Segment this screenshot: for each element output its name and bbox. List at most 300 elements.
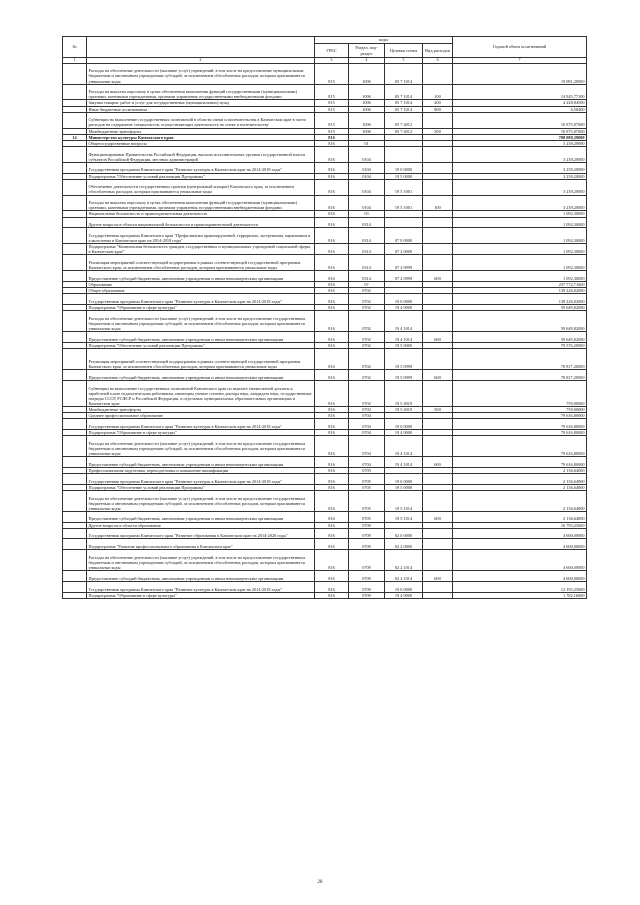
row-section: 0704	[349, 457, 385, 468]
row-target: 19 0 0000	[385, 162, 423, 173]
row-vid	[423, 490, 453, 511]
table-row	[63, 490, 587, 511]
row-section: 0704	[349, 419, 385, 430]
row-grbs: 816	[315, 349, 349, 370]
row-vid: 100	[423, 84, 453, 100]
row-section: 1006	[349, 128, 385, 134]
row-grbs: 816	[315, 457, 349, 468]
row-name: Субвенции на выполнение государственных полномочий Камчатского края по выплате ежемесячной доплаты к заработной плате педагогическим работникам, имеющим ученые степени доктора наук, кандидата наук, государственные награды СССР, РСФСР и Российской Федерации, в отдельных муниципальных образовательных организациях в Камчатском крае	[87, 380, 315, 406]
row-number	[63, 528, 87, 539]
row-section: 0705	[349, 467, 385, 473]
row-amount: 10 875,07000	[453, 128, 587, 134]
row-vid	[423, 582, 453, 593]
row-number	[63, 162, 87, 173]
row-name: Среднее профессиональное образование	[87, 413, 315, 419]
row-name: Профессиональная подготовка, переподготовка и повышение квалификации	[87, 467, 315, 473]
row-section: 0705	[349, 511, 385, 522]
row-number	[63, 511, 87, 522]
row-target: 05 7 1014	[385, 63, 423, 84]
row-name: Государственная программа Камчатского края "Развитие культуры в Камчатском крае на 2014-2018 годы"	[87, 582, 315, 593]
row-target	[385, 217, 423, 228]
row-vid: 100	[423, 195, 453, 211]
row-name: Предоставление субсидий бюджетным, автономным учреждениям и иным некоммерческим организациям	[87, 332, 315, 343]
table-row	[63, 436, 587, 457]
row-section: 0314	[349, 228, 385, 244]
row-number	[63, 473, 87, 484]
row-target: 07 2 0000	[385, 244, 423, 255]
col-number: 5	[385, 58, 423, 64]
row-vid	[423, 528, 453, 539]
row-amount: 1 092,30000	[453, 255, 587, 271]
row-number	[63, 457, 87, 468]
row-vid	[423, 244, 453, 255]
row-grbs: 816	[315, 528, 349, 539]
row-amount: 12 193,25600	[453, 582, 587, 593]
header-num: №	[63, 37, 87, 58]
row-vid	[423, 473, 453, 484]
table-row	[63, 528, 587, 539]
row-name: Государственная программа Камчатского края "Развитие образования в Камчатском крае на 2014-2020 годы"	[87, 528, 315, 539]
row-section: 0709	[349, 528, 385, 539]
col-number: 2	[87, 58, 315, 64]
row-vid	[423, 419, 453, 430]
row-number	[63, 271, 87, 282]
row-vid	[423, 349, 453, 370]
row-amount: 3 239,20000	[453, 173, 587, 179]
row-amount: 237 772,71600	[453, 282, 587, 288]
row-amount: 1 782,16000	[453, 592, 587, 598]
row-section: 0702	[349, 332, 385, 343]
row-grbs: 816	[315, 217, 349, 228]
row-grbs: 816	[315, 571, 349, 582]
row-target: 02 2 1014	[385, 571, 423, 582]
row-amount: 1 092,30000	[453, 211, 587, 217]
row-target: 05 7 1014	[385, 106, 423, 112]
row-name: Государственная программа Камчатского края "Развитие культуры в Камчатском крае на 2014-2018 годы"	[87, 473, 315, 484]
row-number	[63, 228, 87, 244]
table-row	[63, 582, 587, 593]
row-grbs: 815	[315, 128, 349, 134]
row-name: Межбюджетные трансферты	[87, 406, 315, 412]
row-number	[63, 217, 87, 228]
row-grbs: 816	[315, 311, 349, 332]
row-grbs: 816	[315, 211, 349, 217]
table-row	[63, 311, 587, 332]
row-number	[63, 84, 87, 100]
row-section: 0314	[349, 244, 385, 255]
row-section: 0104	[349, 162, 385, 173]
row-amount: 59 649,82000	[453, 332, 587, 343]
row-target: 07 2 0999	[385, 255, 423, 271]
row-name: Подпрограмма "Обеспечение условий реализации Программы"	[87, 484, 315, 490]
row-name: Расходы на обеспечение деятельности (оказание услуг) учреждений, в том числе на предоставление государственным бюджетным и автономным учреждениям субсидий, за исключением обособленных расходов, которым присваиваются уникальные коды	[87, 490, 315, 511]
row-number	[63, 244, 87, 255]
row-vid: 500	[423, 406, 453, 412]
row-section: 0702	[349, 370, 385, 381]
document-page	[62, 36, 586, 599]
row-section: 0104	[349, 173, 385, 179]
table-row	[63, 571, 587, 582]
row-name: Общее образование	[87, 288, 315, 294]
row-name: Реализация мероприятий соответствующей подпрограммы в рамках соответствующей государственной программы Камчатского края, за исключением обособленных расходов, которым присваиваются уникальные коды	[87, 349, 315, 370]
row-section: 1006	[349, 63, 385, 84]
row-section: 0709	[349, 522, 385, 528]
row-section: 0104	[349, 179, 385, 195]
row-amount: 79 616,80000	[453, 457, 587, 468]
row-name: Другие вопросы в области национальной безопасности и правоохранительной деятельности	[87, 217, 315, 228]
row-target: 05 7 4012	[385, 128, 423, 134]
table-row	[63, 511, 587, 522]
row-amount: 1 092,30000	[453, 244, 587, 255]
row-section: 0705	[349, 484, 385, 490]
row-section: 0314	[349, 255, 385, 271]
row-vid	[423, 592, 453, 598]
row-target: 02 2 1014	[385, 550, 423, 571]
row-number	[63, 436, 87, 457]
row-number	[63, 63, 87, 84]
header-codes: коды	[315, 37, 453, 44]
row-target: 19 0 0000	[385, 473, 423, 484]
table-row	[63, 550, 587, 571]
row-section: 0709	[349, 582, 385, 593]
header-grbs: ГРБС	[315, 44, 349, 58]
row-amount: 1 092,30000	[453, 217, 587, 228]
row-name: Предоставление субсидий бюджетным, автономным учреждениям и иным некоммерческим организациям	[87, 271, 315, 282]
row-number: 14	[63, 134, 87, 140]
row-vid: 200	[423, 100, 453, 106]
row-grbs: 816	[315, 511, 349, 522]
row-number	[63, 592, 87, 598]
header-amount: Годовой объем ассигнований	[453, 37, 587, 58]
row-vid	[423, 146, 453, 162]
row-section: 1006	[349, 106, 385, 112]
row-grbs: 815	[315, 63, 349, 84]
row-target: 19 5 4019	[385, 406, 423, 412]
row-vid	[423, 380, 453, 406]
row-name: Образование	[87, 282, 315, 288]
row-name: Предоставление субсидий бюджетным, автономным учреждениям и иным некоммерческим организациям	[87, 511, 315, 522]
row-amount: 1 092,30000	[453, 271, 587, 282]
row-amount: 4 600,00000	[453, 571, 587, 582]
row-target: 19 0 0000	[385, 419, 423, 430]
row-name: Общегосударственные вопросы	[87, 140, 315, 146]
row-grbs: 816	[315, 342, 349, 348]
table-row	[63, 162, 587, 173]
row-target: 19 5 1014	[385, 490, 423, 511]
table-row	[63, 419, 587, 430]
row-amount: 78 817,20000	[453, 370, 587, 381]
row-name: Предоставление субсидий бюджетным, автономным учреждениям и иным некоммерческим организациям	[87, 571, 315, 582]
row-section: 0705	[349, 473, 385, 484]
row-amount: 139 226,02000	[453, 288, 587, 294]
row-number	[63, 112, 87, 128]
row-grbs: 816	[315, 305, 349, 311]
row-section: 0709	[349, 550, 385, 571]
table-row	[63, 349, 587, 370]
row-grbs: 816	[315, 162, 349, 173]
row-vid: 600	[423, 571, 453, 582]
row-section: 0709	[349, 539, 385, 550]
table-row	[63, 179, 587, 195]
row-grbs: 815	[315, 84, 349, 100]
row-amount: 10 875,07000	[453, 112, 587, 128]
table-row	[63, 255, 587, 271]
row-grbs: 816	[315, 173, 349, 179]
row-name: Функционирование Правительства Российской Федерации, высших исполнительных органов государственной власти субъектов Российской Федерации, местных администраций	[87, 146, 315, 162]
row-section: 0702	[349, 342, 385, 348]
row-number	[63, 332, 87, 343]
table-row	[63, 473, 587, 484]
table-row	[63, 332, 587, 343]
table-row	[63, 112, 587, 128]
row-number	[63, 550, 87, 571]
row-section: 0704	[349, 429, 385, 435]
row-target: 19 4 0000	[385, 592, 423, 598]
row-number	[63, 539, 87, 550]
row-amount: 2 136,64000	[453, 467, 587, 473]
row-target: 05 7 1014	[385, 100, 423, 106]
row-section: 03	[349, 211, 385, 217]
row-vid: 600	[423, 370, 453, 381]
row-target: 02 0 0000	[385, 528, 423, 539]
row-target: 19 4 0000	[385, 305, 423, 311]
row-section: 0702	[349, 311, 385, 332]
table-row	[63, 146, 587, 162]
row-amount: 708 080,39000	[453, 134, 587, 140]
row-name: Государственная программа Камчатского края "Развитие культуры в Камчатском крае на 2014-2018 годы"	[87, 419, 315, 430]
row-name: Государственная программа Камчатского края "Профилактика правонарушений, терроризма, экстремизма, наркомании и алкоголизма в Камчатском крае на 2014-2018 годы"	[87, 228, 315, 244]
row-amount: 79 616,80000	[453, 429, 587, 435]
row-amount: 1 092,30000	[453, 228, 587, 244]
row-grbs: 816	[315, 406, 349, 412]
row-vid	[423, 294, 453, 305]
row-grbs: 816	[315, 436, 349, 457]
row-target: 19 5 4019	[385, 380, 423, 406]
row-amount: 14 845,77100	[453, 84, 587, 100]
row-name: Подпрограмма "Образование в сфере культуры"	[87, 305, 315, 311]
header-name	[87, 37, 315, 58]
row-name: Подпрограмма "Комплексная безопасность граждан, государственных и муниципальных учреждений социальной сферы в Камчатском крае"	[87, 244, 315, 255]
row-grbs: 816	[315, 370, 349, 381]
table-row	[63, 592, 587, 598]
row-vid	[423, 228, 453, 244]
row-number	[63, 146, 87, 162]
row-section: 0704	[349, 436, 385, 457]
row-name: Подпрограмма "Образование в сфере культуры"	[87, 429, 315, 435]
row-name: Предоставление субсидий бюджетным, автономным учреждениям и иным некоммерческим организациям	[87, 370, 315, 381]
row-target: 02 2 0000	[385, 539, 423, 550]
row-grbs: 816	[315, 134, 349, 140]
row-number	[63, 419, 87, 430]
row-amount: 2 136,64000	[453, 484, 587, 490]
row-name: Расходы на обеспечение деятельности (оказание услуг) учреждений, в том числе на предоставление муниципальным бюджетным и автономным учреждениям субсидий, за исключением обособленных расходов, которым присваиваются уникальные коды	[87, 63, 315, 84]
table-row	[63, 457, 587, 468]
row-section: 1006	[349, 84, 385, 100]
row-section: 0709	[349, 592, 385, 598]
row-amount: 78 817,20000	[453, 349, 587, 370]
table-row	[63, 539, 587, 550]
row-target: 19 5 0000	[385, 173, 423, 179]
row-grbs: 815	[315, 112, 349, 128]
row-vid	[423, 539, 453, 550]
row-amount: 59 649,82000	[453, 305, 587, 311]
row-number	[63, 294, 87, 305]
row-section: 1006	[349, 112, 385, 128]
row-vid: 800	[423, 106, 453, 112]
row-vid	[423, 112, 453, 128]
row-section: 0314	[349, 217, 385, 228]
row-number	[63, 255, 87, 271]
header-section: Раздел, под-раздел	[349, 44, 385, 58]
table-body	[63, 63, 587, 598]
row-amount: 3 239,20000	[453, 162, 587, 173]
row-name: Другие вопросы в области образования	[87, 522, 315, 528]
row-amount: 16 793,25600	[453, 522, 587, 528]
row-grbs: 816	[315, 380, 349, 406]
row-name: Подпрограмма "Образование в сфере культуры"	[87, 592, 315, 598]
row-target: 19 4 1014	[385, 457, 423, 468]
row-target: 19 5 0000	[385, 484, 423, 490]
row-target	[385, 146, 423, 162]
table-row	[63, 195, 587, 211]
row-amount: 3 239,20000	[453, 195, 587, 211]
row-name: Национальная безопасность и правоохранительная деятельность	[87, 211, 315, 217]
row-amount: 59 649,82000	[453, 311, 587, 332]
header-vid: Вид расходов	[423, 44, 453, 58]
row-amount: 6,58400	[453, 106, 587, 112]
row-vid	[423, 436, 453, 457]
row-grbs: 815	[315, 100, 349, 106]
row-section: 0314	[349, 271, 385, 282]
row-amount: 3 239,20000	[453, 140, 587, 146]
row-name: Подпрограмма "Обеспечение условий реализации Программы"	[87, 342, 315, 348]
row-grbs: 816	[315, 419, 349, 430]
row-name: Обеспечение деятельности государственных органов (центральный аппарат) Камчатского края, за исключением обособленных расходов, которым присваиваются уникальные коды	[87, 179, 315, 195]
row-grbs: 816	[315, 271, 349, 282]
row-grbs: 816	[315, 467, 349, 473]
row-amount: 79 616,80000	[453, 413, 587, 419]
row-section: 0702	[349, 406, 385, 412]
row-grbs: 816	[315, 255, 349, 271]
row-section: 0104	[349, 146, 385, 162]
table-row	[63, 370, 587, 381]
row-number	[63, 582, 87, 593]
table-row	[63, 217, 587, 228]
row-grbs: 816	[315, 332, 349, 343]
row-grbs: 816	[315, 539, 349, 550]
row-name: Расходы на выплаты персоналу в целях обеспечения выполнения функций государственными (муниципальными) органами, казенными учреждениями, органами управления государственными внебюджетными фондами	[87, 84, 315, 100]
row-target: 19 5 0999	[385, 370, 423, 381]
row-target: 19 5 1014	[385, 511, 423, 522]
row-name: Расходы на обеспечение деятельности (оказание услуг) учреждений, в том числе на предоставление государственным бюджетным и автономным учреждениям субсидий, за исключением обособленных расходов, которым присваиваются уникальные коды	[87, 436, 315, 457]
budget-table	[62, 36, 587, 599]
row-vid	[423, 63, 453, 84]
col-number: 4	[349, 58, 385, 64]
row-vid: 600	[423, 332, 453, 343]
row-section: 0702	[349, 305, 385, 311]
row-vid	[423, 217, 453, 228]
row-section: 0704	[349, 413, 385, 419]
row-grbs: 816	[315, 140, 349, 146]
row-section: 0709	[349, 571, 385, 582]
row-amount: 4 600,00000	[453, 550, 587, 571]
row-vid	[423, 255, 453, 271]
row-name: Расходы на обеспечение деятельности (оказание услуг) учреждений, в том числе на предоставление государственным бюджетным и автономным учреждениям субсидий, за исключением обособленных расходов, которым присваиваются уникальные коды	[87, 311, 315, 332]
row-section: 0702	[349, 294, 385, 305]
row-grbs: 816	[315, 179, 349, 195]
col-number: 6	[423, 58, 453, 64]
table-row	[63, 84, 587, 100]
row-name: Субвенции на выполнение государственных полномочий в области опеки и попечительства в Камчатском крае в части расходов на содержание специалистов, осуществляющих деятельность по опеке и попечительству	[87, 112, 315, 128]
row-target: 05 7 1014	[385, 84, 423, 100]
row-name: Предоставление субсидий бюджетным, автономным учреждениям и иным некоммерческим организациям	[87, 457, 315, 468]
row-amount: 79 576,20000	[453, 342, 587, 348]
col-number: 3	[315, 58, 349, 64]
row-number	[63, 490, 87, 511]
row-grbs: 816	[315, 146, 349, 162]
row-amount: 3 239,20000	[453, 179, 587, 195]
row-grbs: 816	[315, 592, 349, 598]
row-amount: 19 081,20000	[453, 63, 587, 84]
row-number	[63, 311, 87, 332]
row-target: 19 4 1014	[385, 332, 423, 343]
row-amount: 759,00000	[453, 380, 587, 406]
row-amount: 3 239,20000	[453, 146, 587, 162]
row-target: 07 0 0000	[385, 228, 423, 244]
row-target: 19 5 1001	[385, 195, 423, 211]
row-vid	[423, 162, 453, 173]
row-section: 0702	[349, 288, 385, 294]
header-target: Целевая статья	[385, 44, 423, 58]
row-target: 19 0 0000	[385, 582, 423, 593]
row-vid: 600	[423, 271, 453, 282]
row-amount: 4 228,84500	[453, 100, 587, 106]
row-name: Межбюджетные трансферты	[87, 128, 315, 134]
row-grbs: 816	[315, 582, 349, 593]
table-row	[63, 380, 587, 406]
row-name: Государственная программа Камчатского края "Развитие культуры в Камчатском крае на 2014-2018 годы"	[87, 294, 315, 305]
row-number	[63, 571, 87, 582]
row-amount: 139 226,02000	[453, 294, 587, 305]
row-grbs: 816	[315, 484, 349, 490]
row-grbs: 816	[315, 195, 349, 211]
row-vid	[423, 311, 453, 332]
row-vid	[423, 179, 453, 195]
row-grbs: 816	[315, 244, 349, 255]
table-row	[63, 294, 587, 305]
row-section: 0702	[349, 380, 385, 406]
table-row	[63, 228, 587, 244]
page-number: 28	[317, 880, 323, 885]
row-target: 19 0 0000	[385, 294, 423, 305]
row-amount: 4 600,00000	[453, 528, 587, 539]
row-amount: 2 136,64000	[453, 490, 587, 511]
row-grbs: 816	[315, 429, 349, 435]
row-name: Государственная программа Камчатского края "Развитие культуры в Камчатском крае на 2014-2018 годы"	[87, 162, 315, 173]
row-target: 19 4 0000	[385, 429, 423, 435]
row-grbs: 816	[315, 288, 349, 294]
row-name: Закупка товаров, работ и услуг для государственных (муниципальных) нужд	[87, 100, 315, 106]
row-name: Расходы на выплаты персоналу в целях обеспечения выполнения функций государственными (муниципальными) органами, казенными учреждениями, органами управления государственными внебюджетными фондами	[87, 195, 315, 211]
row-grbs: 816	[315, 473, 349, 484]
row-number	[63, 179, 87, 195]
row-section: 0702	[349, 349, 385, 370]
row-amount: 79 616,80000	[453, 436, 587, 457]
row-grbs: 815	[315, 106, 349, 112]
row-grbs: 816	[315, 550, 349, 571]
row-amount: 2 136,64000	[453, 473, 587, 484]
row-name: Подпрограмма "Обеспечение условий реализации Программы"	[87, 173, 315, 179]
